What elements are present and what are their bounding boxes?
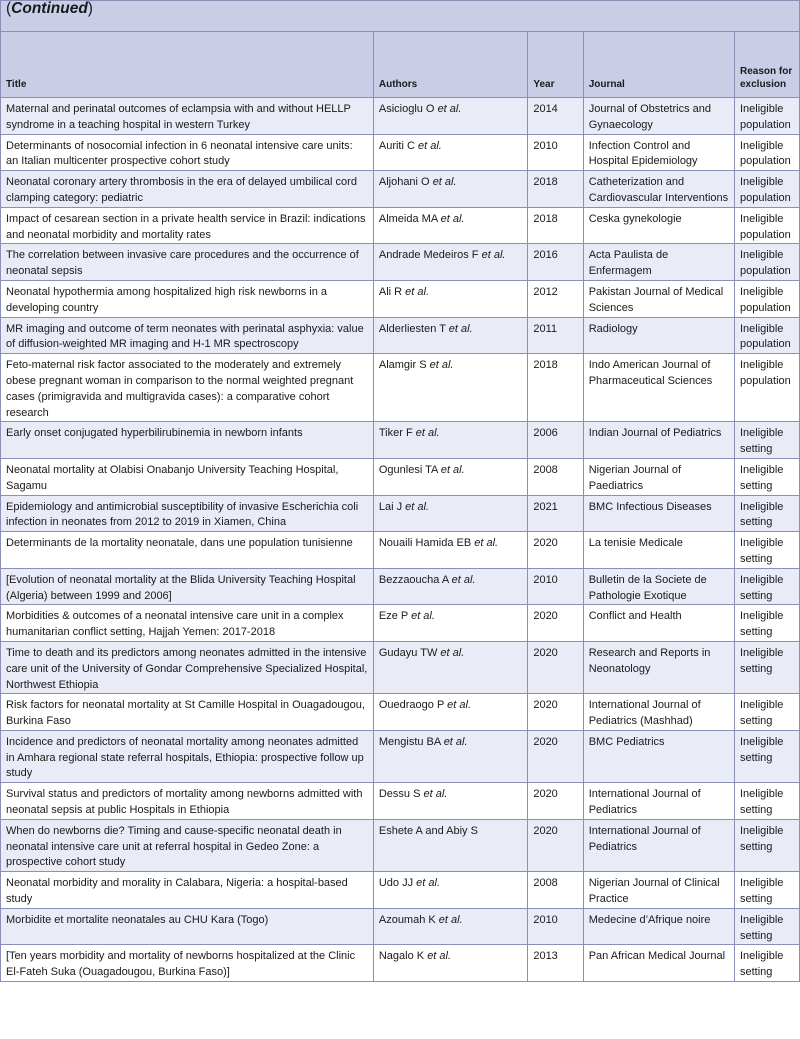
author-names: Gudayu TW (378, 646, 438, 659)
cell-authors (373, 819, 527, 871)
cell-reason: Ineligible population (734, 280, 799, 317)
author-names: Auriti C (378, 139, 415, 152)
table-row (1, 171, 800, 208)
cell-year: 2018 (528, 207, 583, 244)
cell-year: 2020 (528, 532, 583, 569)
cell-reason: Ineligible setting (734, 783, 799, 820)
cell-reason: Ineligible population (734, 354, 799, 422)
cell-title: Morbidities & outcomes of a neonatal intensive care unit in a complex humanitarian conflict setting, Hajjah Yemen: 2017-2018 (1, 605, 374, 642)
author-names: Bezzaoucha A (378, 573, 449, 586)
cell-title: Neonatal morbidity and morality in Calabara, Nigeria: a hospital-based study (1, 872, 374, 909)
cell-authors (373, 945, 527, 982)
cell-reason: Ineligible setting (734, 730, 799, 782)
cell-title: Maternal and perinatal outcomes of eclampsia with and without HELLP syndrome in a teaching hospital in western Turkey (1, 98, 374, 135)
cell-journal: International Journal of Pediatrics (583, 783, 734, 820)
cell-year: 2020 (528, 783, 583, 820)
table-row (1, 98, 800, 135)
et-al: et al. (427, 950, 452, 963)
cell-reason: Ineligible setting (734, 568, 799, 605)
table-header-row (1, 32, 800, 98)
table-row (1, 422, 800, 459)
et-al: et al. (440, 212, 465, 225)
cell-journal: International Journal of Pediatrics (Mashhad) (583, 694, 734, 731)
table-row (1, 532, 800, 569)
cell-year: 2014 (528, 98, 583, 135)
cell-authors (373, 207, 527, 244)
cell-authors (373, 244, 527, 281)
cell-title: Morbidite et mortalite neonatales au CHU Kara (Togo) (1, 908, 374, 945)
cell-year: 2018 (528, 354, 583, 422)
cell-title: Early onset conjugated hyperbilirubinemia in newborn infants (1, 422, 374, 459)
cell-year: 2011 (528, 317, 583, 354)
et-al: et al. (432, 176, 457, 189)
author-names: Nouaili Hamida EB (378, 537, 472, 550)
cell-year: 2008 (528, 872, 583, 909)
continued-banner: (Continued) (1, 1, 800, 32)
table-row (1, 317, 800, 354)
cell-reason: Ineligible setting (734, 819, 799, 871)
cell-authors (373, 134, 527, 171)
cell-reason: Ineligible setting (734, 694, 799, 731)
cell-title: When do newborns die? Timing and cause-specific neonatal death in neonatal intensive care unit at referral hospital in Gedeo Zone: a prospective cohort study (1, 819, 374, 871)
cell-title: Risk factors for neonatal mortality at St Camille Hospital in Ouagadougou, Burkina Faso (1, 694, 374, 731)
et-al: et al. (411, 610, 435, 623)
cell-reason: Ineligible setting (734, 908, 799, 945)
author-names: Udo JJ (378, 877, 414, 890)
table-row (1, 458, 800, 495)
cell-year: 2018 (528, 171, 583, 208)
cell-title: Determinants of nosocomial infection in 6 neonatal intensive care units: an Italian multicenter prospective cohort study (1, 134, 374, 171)
author-names: Ogunlesi TA (378, 463, 438, 476)
cell-authors (373, 908, 527, 945)
cell-title: Neonatal coronary artery thrombosis in the era of delayed umbilical cord clamping category: pediatric (1, 171, 374, 208)
cell-journal: Conflict and Health (583, 605, 734, 642)
cell-journal: Pan African Medical Journal (583, 945, 734, 982)
table-row (1, 568, 800, 605)
cell-journal: La tenisie Medicale (583, 532, 734, 569)
cell-journal: Journal of Obstetrics and Gynaecology (583, 98, 734, 135)
table-row (1, 641, 800, 693)
cell-title: [Evolution of neonatal mortality at the Blida University Teaching Hospital (Algeria) between 1999 and 2006] (1, 568, 374, 605)
cell-reason: Ineligible setting (734, 945, 799, 982)
author-names: Eshete A and Abiy S (378, 824, 478, 837)
et-al: et al. (437, 103, 462, 115)
cell-authors (373, 495, 527, 532)
cell-title: [Ten years morbidity and mortality of newborns hospitalized at the Clinic El-Fateh Suka (Ouagadougou, Burkina Faso)] (1, 945, 374, 982)
cell-authors (373, 641, 527, 693)
cell-authors (373, 354, 527, 422)
et-al: et al. (443, 735, 468, 748)
cell-journal: Pakistan Journal of Medical Sciences (583, 280, 734, 317)
cell-authors (373, 422, 527, 459)
cell-journal: Nigerian Journal of Paediatrics (583, 458, 734, 495)
et-al: et al. (448, 322, 473, 335)
table-row (1, 694, 800, 731)
table-row (1, 945, 800, 982)
cell-title: Neonatal hypothermia among hospitalized high risk newborns in a developing country (1, 280, 374, 317)
header-year: Year (528, 32, 583, 98)
author-names: Lai J (378, 500, 403, 513)
cell-journal: Ceska gynekologie (583, 207, 734, 244)
author-names: Azoumah K (378, 913, 436, 926)
table-row (1, 495, 800, 532)
cell-journal: Indian Journal of Pediatrics (583, 422, 734, 459)
cell-reason: Ineligible population (734, 244, 799, 281)
cell-journal: International Journal of Pediatrics (583, 819, 734, 871)
cell-journal: Nigerian Journal of Clinical Practice (583, 872, 734, 909)
cell-reason: Ineligible population (734, 171, 799, 208)
cell-year: 2012 (528, 280, 583, 317)
cell-title: Incidence and predictors of neonatal mortality among neonates admitted in Amhara regional state referral hospitals, Ethiopia: prospective follow up study (1, 730, 374, 782)
author-names: Alamgir S (378, 359, 427, 372)
cell-year: 2010 (528, 568, 583, 605)
cell-authors (373, 171, 527, 208)
cell-year: 2020 (528, 730, 583, 782)
author-names: Mengistu BA (378, 735, 441, 748)
cell-journal: Bulletin de la Societe de Pathologie Exotique (583, 568, 734, 605)
table-row (1, 280, 800, 317)
table-row (1, 783, 800, 820)
table-row (1, 134, 800, 171)
table-row (1, 207, 800, 244)
cell-authors (373, 605, 527, 642)
cell-journal: Indo American Journal of Pharmaceutical Sciences (583, 354, 734, 422)
author-names: Ouedraogo P (378, 699, 445, 712)
author-names: Tiker F (378, 427, 413, 440)
table-row (1, 872, 800, 909)
author-names: Andrade Medeiros F (378, 249, 479, 262)
cell-authors (373, 458, 527, 495)
et-al: et al. (416, 877, 441, 890)
cell-reason: Ineligible population (734, 134, 799, 171)
cell-year: 2020 (528, 605, 583, 642)
table-row (1, 354, 800, 422)
cell-authors (373, 568, 527, 605)
cell-authors (373, 98, 527, 135)
cell-reason: Ineligible setting (734, 872, 799, 909)
cell-title: Neonatal mortality at Olabisi Onabanjo University Teaching Hospital, Sagamu (1, 458, 374, 495)
cell-year: 2010 (528, 908, 583, 945)
cell-title: Feto-maternal risk factor associated to the moderately and extremely obese pregnant woman in comparison to the normal weighted pregnant cases (primigravida and multigravida cases): a comparative cohort research (1, 354, 374, 422)
cell-year: 2016 (528, 244, 583, 281)
cell-title: Survival status and predictors of mortality among newborns admitted with neonatal sepsis at public Hospitals in Ethiopia (1, 783, 374, 820)
cell-title: Epidemiology and antimicrobial susceptibility of invasive Escherichia coli infection in neonates from 2012 to 2019 in Xiamen, China (1, 495, 374, 532)
cell-title: Time to death and its predictors among neonates admitted in the intensive care unit of the University of Gondar Comprehensive Specialized Hospital, Northwest Ethiopia (1, 641, 374, 693)
et-al: et al. (429, 359, 454, 372)
et-al: et al. (417, 139, 442, 152)
et-al: et al. (447, 699, 472, 712)
cell-year: 2008 (528, 458, 583, 495)
cell-journal: Acta Paulista de Enfermagem (583, 244, 734, 281)
cell-year: 2020 (528, 641, 583, 693)
et-al: et al. (474, 537, 499, 550)
et-al: et al. (415, 427, 440, 440)
header-authors: Authors (373, 32, 527, 98)
header-journal: Journal (583, 32, 734, 98)
cell-title: Impact of cesarean section in a private health service in Brazil: indications and neonatal morbidity and mortality rates (1, 207, 374, 244)
table-row (1, 244, 800, 281)
cell-journal: Radiology (583, 317, 734, 354)
author-names: Eze P (378, 610, 409, 623)
cell-journal: BMC Pediatrics (583, 730, 734, 782)
cell-authors (373, 872, 527, 909)
cell-year: 2013 (528, 945, 583, 982)
cell-title: Determinants de la mortality neonatale, dans une population tunisienne (1, 532, 374, 569)
author-names: Almeida MA (378, 212, 438, 225)
cell-reason: Ineligible population (734, 98, 799, 135)
cell-authors (373, 730, 527, 782)
cell-reason: Ineligible setting (734, 605, 799, 642)
author-names: Asicioglu O (378, 103, 435, 115)
et-al: et al. (440, 646, 465, 659)
cell-title: MR imaging and outcome of term neonates with perinatal asphyxia: value of diffusion-weighted MR imaging and H-1 MR spectroscopy (1, 317, 374, 354)
cell-authors (373, 694, 527, 731)
cell-reason: Ineligible setting (734, 422, 799, 459)
cell-year: 2010 (528, 134, 583, 171)
cell-reason: Ineligible setting (734, 641, 799, 693)
author-names: Alderliesten T (378, 322, 446, 335)
et-al: et al. (423, 788, 448, 801)
cell-year: 2021 (528, 495, 583, 532)
et-al: et al. (440, 463, 465, 476)
author-names: Nagalo K (378, 950, 425, 963)
et-al: et al. (405, 285, 430, 298)
cell-authors (373, 280, 527, 317)
cell-authors (373, 532, 527, 569)
cell-year: 2006 (528, 422, 583, 459)
table-row (1, 819, 800, 871)
et-al: et al. (451, 573, 476, 586)
et-al: et al. (405, 500, 430, 513)
header-reason: Reason for exclusion (734, 32, 799, 98)
cell-reason: Ineligible population (734, 317, 799, 354)
et-al: et al. (481, 249, 506, 262)
cell-year: 2020 (528, 694, 583, 731)
cell-journal: Medecine d’Afrique noire (583, 908, 734, 945)
cell-journal: Catheterization and Cardiovascular Interventions (583, 171, 734, 208)
author-names: Dessu S (378, 788, 421, 801)
table-row (1, 908, 800, 945)
author-names: Aljohani O (378, 176, 430, 189)
author-names: Ali R (378, 285, 403, 298)
cell-journal: Research and Reports in Neonatology (583, 641, 734, 693)
table-row (1, 730, 800, 782)
cell-journal: Infection Control and Hospital Epidemiology (583, 134, 734, 171)
table-row (1, 605, 800, 642)
cell-title: The correlation between invasive care procedures and the occurrence of neonatal sepsis (1, 244, 374, 281)
header-title: Title (1, 32, 374, 98)
table-body (1, 98, 800, 982)
cell-journal: BMC Infectious Diseases (583, 495, 734, 532)
cell-reason: Ineligible setting (734, 458, 799, 495)
cell-reason: Ineligible population (734, 207, 799, 244)
cell-year: 2020 (528, 819, 583, 871)
continued-label: Continued (11, 0, 88, 17)
cell-authors (373, 783, 527, 820)
cell-authors (373, 317, 527, 354)
cell-reason: Ineligible setting (734, 495, 799, 532)
cell-reason: Ineligible setting (734, 532, 799, 569)
et-al: et al. (438, 913, 463, 926)
